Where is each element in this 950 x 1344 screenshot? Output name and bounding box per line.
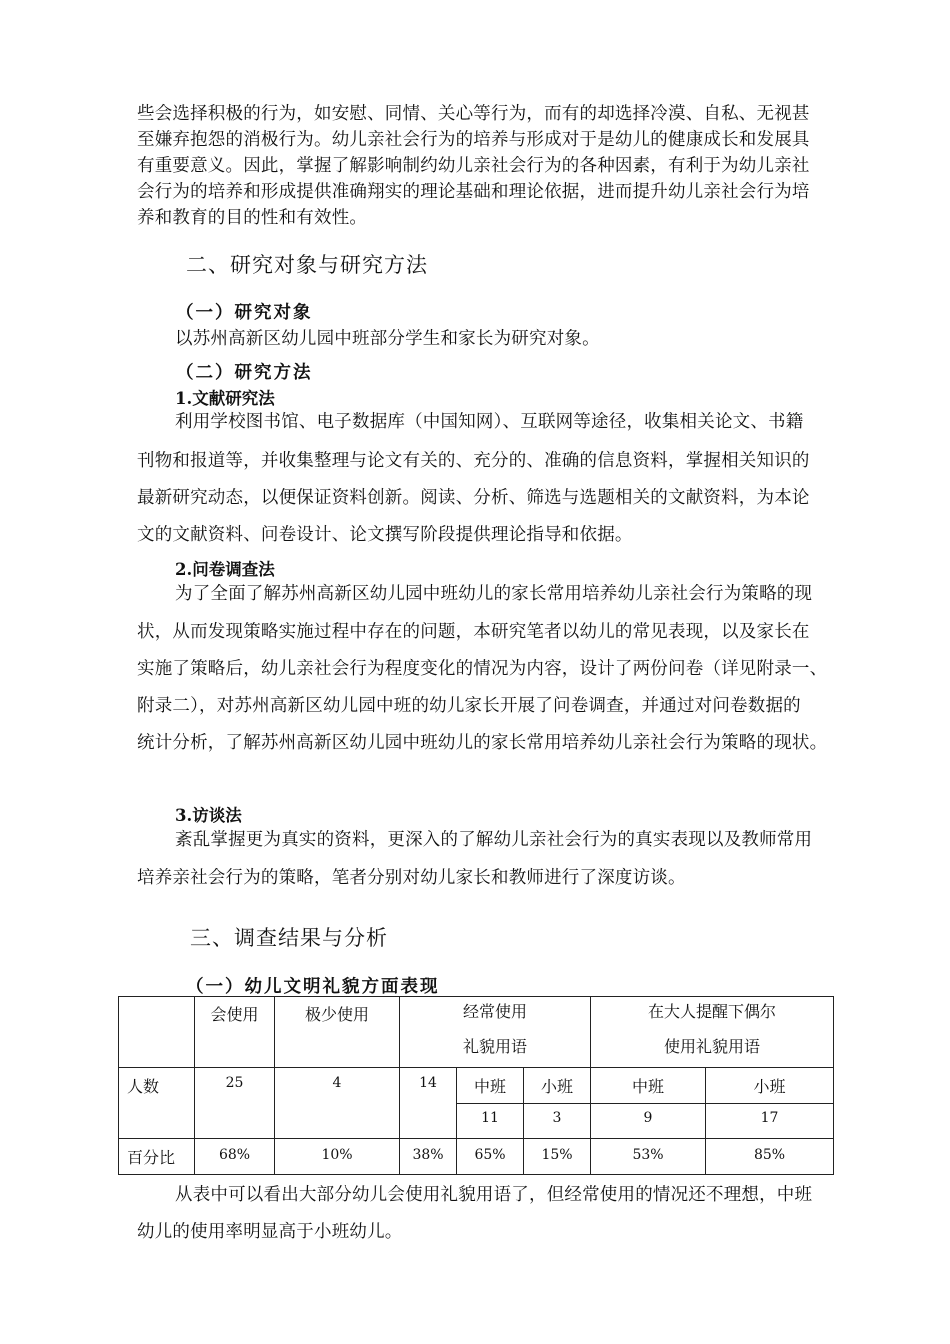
table-header-line: 使用礼貌用语 <box>663 1037 760 1056</box>
method-heading: 2.问卷调查法 <box>175 560 275 579</box>
paragraph-line: 培养亲社会行为的策略，笔者分别对幼儿家长和教师进行了深度访谈。 <box>137 868 686 888</box>
intro-line: 养和教育的目的性和有效性。 <box>137 208 368 228</box>
subsection-heading: （一）幼儿文明礼貌方面表现 <box>186 977 440 997</box>
table-cell: 15% <box>524 1139 591 1175</box>
table-cell: 14 <box>400 1068 457 1139</box>
paragraph-line: 附录二），对苏州高新区幼儿园中班的幼儿家长开展了问卷调查，并通过对问卷数据的 <box>137 696 801 716</box>
method-heading: 3.访谈法 <box>175 806 242 825</box>
table-header-cell: 会使用 <box>195 997 275 1068</box>
intro-line: 会行为的培养和形成提供准确翔实的理论基础和理论依据，进而提升幼儿亲社会行为培 <box>137 182 810 202</box>
method-heading: 1.文献研究法 <box>175 389 275 408</box>
paragraph-line: 统计分析，了解苏州高新区幼儿园中班幼儿的家长常用培养幼儿亲社会行为策略的现状。 <box>137 733 828 753</box>
table-header-line: 在大人提醒下偶尔 <box>647 1002 776 1021</box>
section-heading: 二、研究对象与研究方法 <box>186 253 428 277</box>
table-header-line: 礼貌用语 <box>462 1037 527 1056</box>
table-header-cell: 极少使用 <box>275 997 400 1068</box>
table-header-cell <box>591 997 834 1068</box>
paragraph-line: 为了全面了解苏州高新区幼儿园中班幼儿的家长常用培养幼儿亲社会行为策略的现 <box>175 584 813 604</box>
table-cell: 38% <box>400 1139 457 1175</box>
table-subheader-cell: 小班 <box>706 1068 834 1104</box>
paragraph-line: 从表中可以看出大部分幼儿会使用礼貌用语了，但经常使用的情况还不理想，中班 <box>175 1185 813 1205</box>
paragraph-line: 刊物和报道等，并收集整理与论文有关的、充分的、准确的信息资料，掌握相关知识的 <box>137 451 810 471</box>
paragraph-line: 最新研究动态，以便保证资料创新。阅读、分析、筛选与选题相关的文献资料，为本论 <box>137 488 810 508</box>
paragraph-line: 实施了策略后，幼儿亲社会行为程度变化的情况为内容，设计了两份问卷（详见附录一、 <box>137 659 828 679</box>
table-header-line: 经常使用 <box>462 1002 527 1021</box>
table-cell: 9 <box>591 1104 706 1139</box>
table-cell: 68% <box>195 1139 275 1175</box>
paragraph-line: 状，从而发现策略实施过程中存在的问题，本研究笔者以幼儿的常见表现，以及家长在 <box>137 622 810 642</box>
table-cell: 10% <box>275 1139 400 1175</box>
table-row-label: 百分比 <box>119 1139 195 1175</box>
politeness-table <box>118 996 834 1175</box>
paragraph-line: 利用学校图书馆、电子数据库（中国知网）、互联网等途径，收集相关论文、书籍 <box>175 412 804 432</box>
paragraph-line: 幼儿的使用率明显高于小班幼儿。 <box>137 1222 403 1242</box>
table-cell: 3 <box>524 1104 591 1139</box>
intro-line: 有重要意义。因此，掌握了解影响制约幼儿亲社会行为的各种因素，有利于为幼儿亲社 <box>137 156 810 176</box>
table-subheader-cell: 小班 <box>524 1068 591 1104</box>
table-cell: 17 <box>706 1104 834 1139</box>
table-subheader-cell: 中班 <box>591 1068 706 1104</box>
table-cell: 25 <box>195 1068 275 1139</box>
table-cell: 53% <box>591 1139 706 1175</box>
subsection-heading: （一）研究对象 <box>176 303 313 323</box>
table-header-cell <box>400 997 591 1068</box>
table-cell: 11 <box>457 1104 524 1139</box>
table-cell: 65% <box>457 1139 524 1175</box>
intro-line: 些会选择积极的行为，如安慰、同情、关心等行为，而有的却选择冷漠、自私、无视甚 <box>137 104 810 124</box>
paragraph-line: 文的文献资料、问卷设计、论文撰写阶段提供理论指导和依据。 <box>137 525 633 545</box>
table-subheader-cell: 中班 <box>457 1068 524 1104</box>
paragraph-line: 紊乱掌握更为真实的资料，更深入的了解幼儿亲社会行为的真实表现以及教师常用 <box>175 830 813 850</box>
table-row-label: 人数 <box>119 1068 195 1139</box>
intro-line: 至嫌弃抱怨的消极行为。幼儿亲社会行为的培养与形成对于是幼儿的健康成长和发展具 <box>137 130 810 150</box>
paragraph-line: 以苏州高新区幼儿园中班部分学生和家长为研究对象。 <box>175 329 600 349</box>
table-cell: 85% <box>706 1139 834 1175</box>
section-heading: 三、调查结果与分析 <box>190 926 388 950</box>
subsection-heading: （二）研究方法 <box>176 363 313 383</box>
table-cell: 4 <box>275 1068 400 1139</box>
table-corner-cell <box>119 997 195 1068</box>
